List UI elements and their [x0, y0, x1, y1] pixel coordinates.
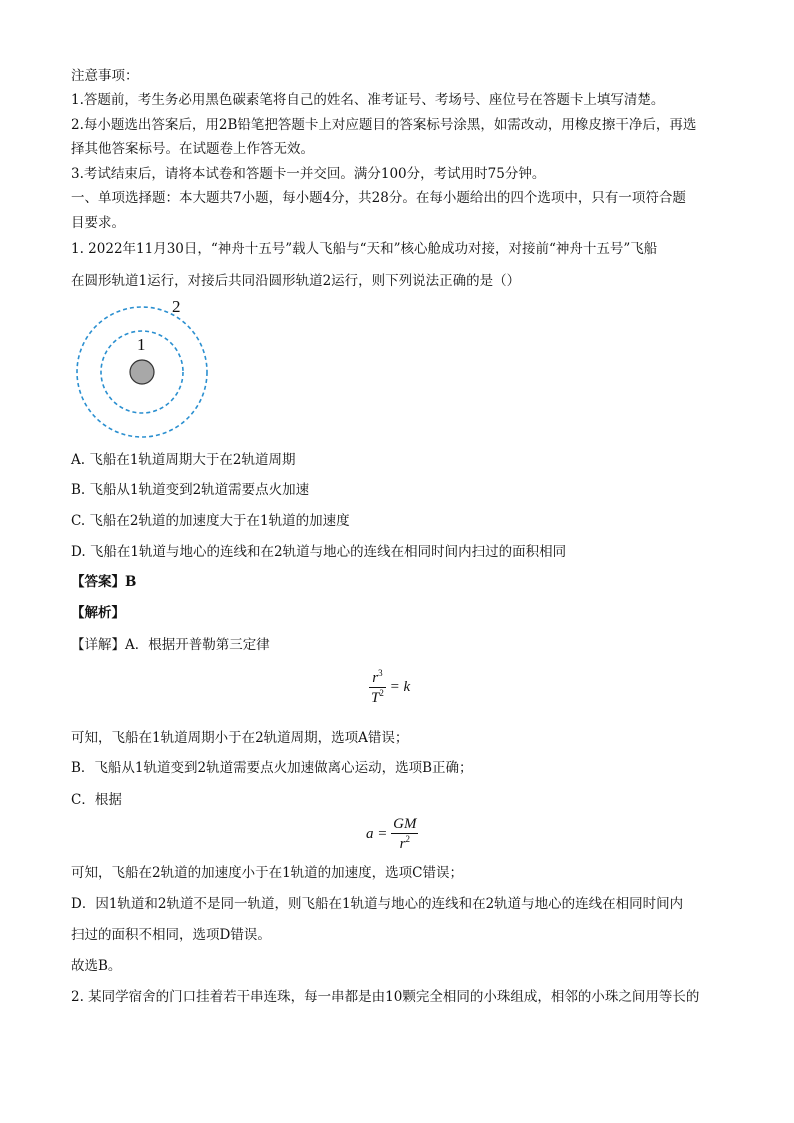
notice-title: 注意事项：: [71, 68, 139, 84]
detail-a: 【详解】A．根据开普勒第三定律: [71, 637, 270, 653]
detail-d-line1: D．因1轨道和2轨道不是同一轨道，则飞船在1轨道与地心的连线和在2轨道与地心的连线在相同时间内: [71, 896, 684, 912]
detail-c: C．根据: [71, 792, 122, 808]
q2-stem-line1: 2. 某同学宿舍的门口挂着若干串连珠，每一串都是由10颗完全相同的小珠组成，相邻的小珠之间用等长的: [71, 989, 700, 1005]
answer-label: 【答案】B: [71, 574, 137, 590]
gravity-formula: [366, 816, 418, 853]
kepler-formula: [369, 668, 410, 707]
final-answer: 故选B。: [71, 958, 122, 974]
formula2-lhs: a =: [366, 825, 388, 842]
orbit-1-label: 1: [137, 335, 146, 354]
analysis-label: 【解析】: [71, 605, 125, 621]
notice-item-3: 3.考试结束后，请将本试卷和答题卡一并交回。满分100分，考试用时75分钟。: [71, 166, 546, 182]
conclude-c: 可知，飞船在2轨道的加速度小于在1轨道的加速度，选项C错误；: [71, 865, 464, 881]
formula1-rhs: = k: [389, 678, 411, 695]
formula2-den: r: [399, 836, 406, 852]
formula1-num: r: [372, 670, 379, 686]
q1-stem-line2: 在圆形轨道1运行，对接后共同沿圆形轨道2运行，则下列说法正确的是（）: [71, 273, 521, 289]
formula1-den-exp: 2: [379, 688, 384, 698]
section-heading-cont: 目要求。: [71, 215, 125, 231]
formula2-num: GM: [393, 816, 417, 832]
orbit-2-label: 2: [172, 297, 181, 316]
q1-option-a: A. 飞船在1轨道周期大于在2轨道周期: [71, 452, 296, 468]
notice-item-2: 2.每小题选出答案后，用2B铅笔把答题卡上对应题目的答案标号涂黑，如需改动，用橡皮擦干净后，再选: [71, 117, 697, 133]
formula1-den: T: [371, 690, 380, 706]
q1-option-c: C. 飞船在2轨道的加速度大于在1轨道的加速度: [71, 513, 350, 529]
formula1-num-exp: 3: [378, 668, 383, 678]
notice-item-2-cont: 择其他答案标号。在试题卷上作答无效。: [71, 141, 314, 157]
orbit-figure: [73, 296, 213, 441]
notice-item-1: 1.答题前，考生务必用黑色碳素笔将自己的姓名、准考证号、考场号、座位号在答题卡上填写清楚。: [71, 92, 665, 108]
formula2-den-exp: 2: [405, 834, 410, 844]
q1-stem-line1: 1. 2022年11月30日，“神舟十五号”载人飞船与“天和”核心舱成功对接，对接前“神舟十五号”飞船: [71, 241, 658, 257]
earth-circle: [130, 360, 154, 384]
section-heading: 一、单项选择题：本大题共7小题，每小题4分，共28分。在每小题给出的四个选项中，只有一项符合题: [71, 190, 686, 206]
detail-d-line2: 扫过的面积不相同，选项D错误。: [71, 927, 271, 943]
conclude-a: 可知，飞船在1轨道周期小于在2轨道周期，选项A错误；: [71, 730, 409, 746]
detail-b: B．飞船从1轨道变到2轨道需要点火加速做离心运动，选项B正确；: [71, 760, 473, 776]
q1-option-b: B. 飞船从1轨道变到2轨道需要点火加速: [71, 482, 310, 498]
q1-option-d: D. 飞船在1轨道与地心的连线和在2轨道与地心的连线在相同时间内扫过的面积相同: [71, 544, 567, 560]
